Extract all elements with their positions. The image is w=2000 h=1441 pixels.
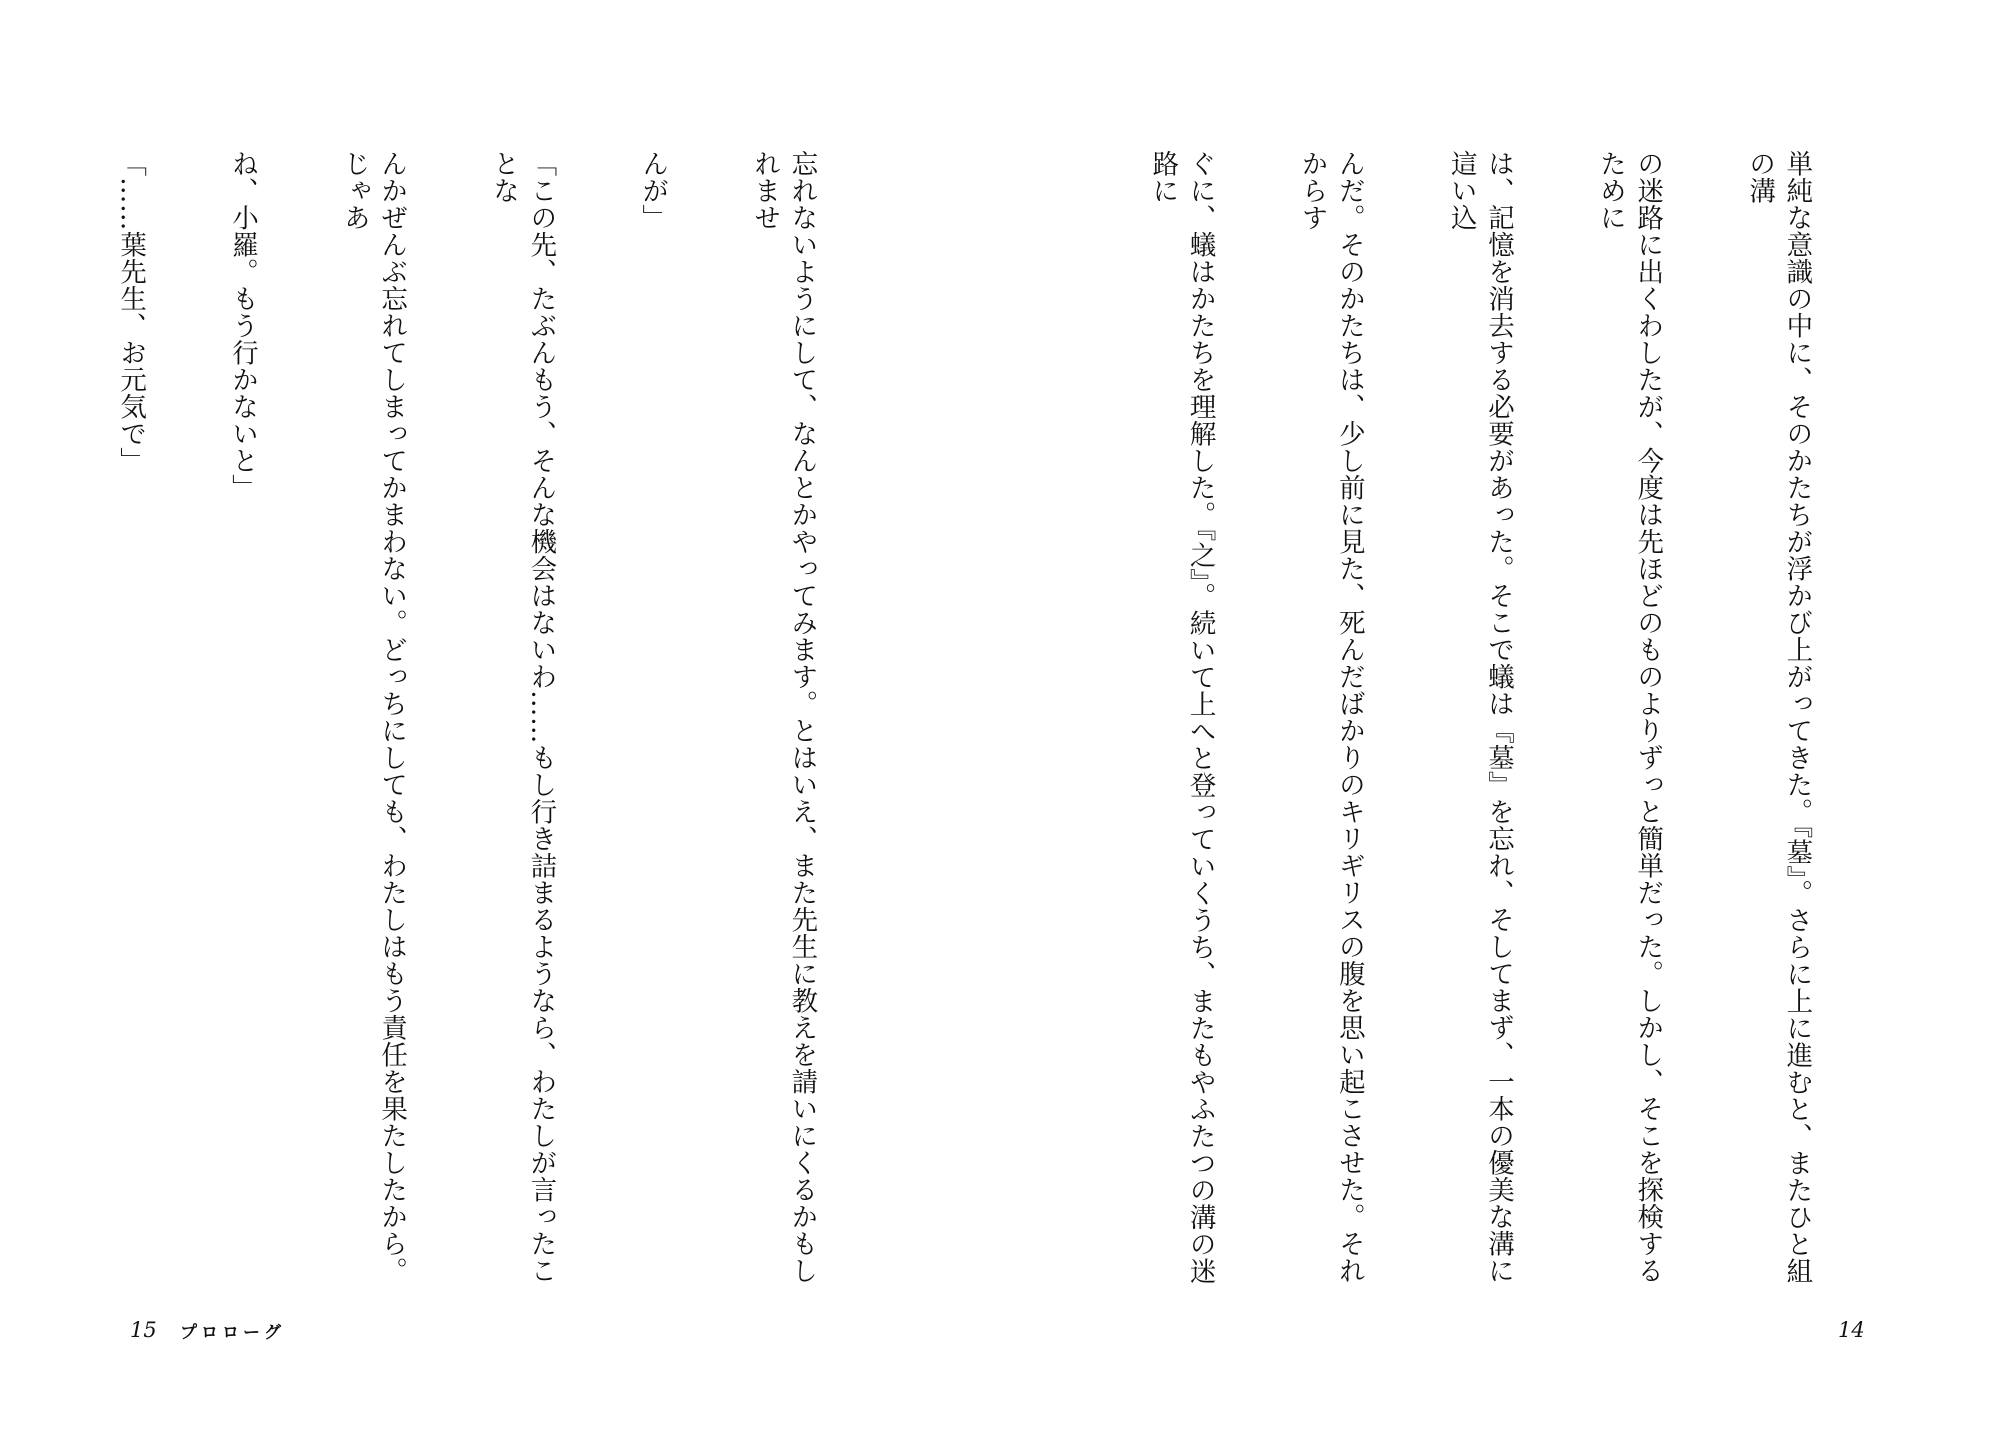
text-line: 単純な意識の中に、そのかたちが浮かび上がってきた。『墓』。さらに上に進むと、またひと組の溝 <box>1744 150 1813 1285</box>
left-page-body <box>102 150 895 1310</box>
text-line: の迷路に出くわしたが、今度は先ほどのものよりずっと簡単だった。しかし、そこを探検するために <box>1594 150 1664 1284</box>
text-line: んだ。そのかたちは、少し前に見た、死んだばかりのキリギリスの腹を思い起こさせた。それからす <box>1296 150 1365 1284</box>
text-line: んかぜんぶ忘れてしまってかまわない。どっちにしても、わたしはもう責任を果たしたから。じゃあ <box>338 150 408 1284</box>
text-line: ね、小羅。もう行かないと」 <box>226 150 258 501</box>
text-line: は、記憶を消去する必要があった。そこで蟻は『墓』を忘れ、そしてまず、一本の優美な溝に這い込 <box>1445 150 1515 1284</box>
page-number-left: 15 <box>130 1318 157 1342</box>
text-line: んが」 <box>637 150 669 231</box>
text-line: 「……葉先生、お元気で」 <box>115 150 147 474</box>
text-line: 「この先、たぶんもう、そんな機会はないわ……もし行き詰まるようなら、わたしが言ったことな <box>488 150 557 1284</box>
right-page <box>1000 0 2000 1441</box>
text-line: 忘れないようにして、なんとかやってみます。とはいえ、また先生に教えを請いにくるかもしれませ <box>749 150 818 1284</box>
running-head: プロローグ <box>180 1323 285 1343</box>
page-number-right: 14 <box>1838 1318 1865 1342</box>
right-page-body <box>1145 150 1890 1310</box>
text-line: ぐに、蟻はかたちを理解した。『之』。続いて上へと登っていくうち、またもやふたつの溝の迷路に <box>1147 150 1216 1285</box>
